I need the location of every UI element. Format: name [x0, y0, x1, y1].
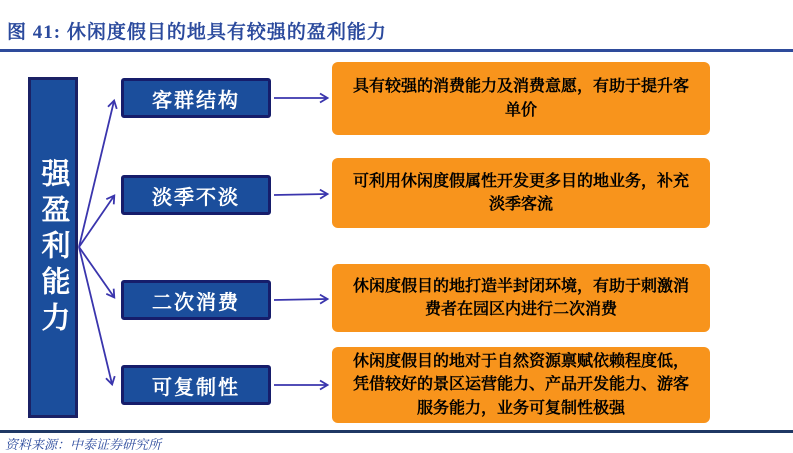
fan-arrow-1 — [79, 101, 114, 247]
branch-description-text: 休闲度假目的地打造半封闭环境，有助于刺激消费者在园区内进行二次消费 — [352, 277, 689, 318]
fan-arrow-2 — [79, 196, 114, 247]
fan-arrow-4 — [79, 247, 112, 384]
branch-node-label: 可复制性 — [152, 376, 240, 399]
source-note: 资料来源：中泰证券研究所 — [5, 437, 162, 452]
root-node-strong-profitability — [28, 77, 78, 418]
connector-arrow-2 — [274, 194, 327, 195]
title-rule — [0, 49, 793, 52]
branch-node-secondary-consumption — [121, 280, 271, 320]
branch-description-text: 可利用休闲度假属性开发更多目的地业务，补充淡季客流 — [352, 172, 689, 213]
branch-description-customer-structure — [332, 62, 710, 135]
branch-node-label: 淡季不淡 — [152, 186, 240, 209]
branch-node-offseason — [121, 175, 271, 215]
branch-description-offseason — [332, 158, 710, 228]
branch-node-replicability — [121, 365, 271, 405]
figure-title: 图 41: 休闲度假目的地具有较强的盈利能力 — [7, 22, 387, 43]
branch-node-label: 二次消费 — [152, 291, 240, 314]
branch-description-replicability — [332, 347, 710, 423]
root-node-label: 强盈利能力 — [37, 157, 70, 338]
branch-node-customer-structure — [121, 78, 271, 118]
branch-description-secondary-consumption — [332, 264, 710, 332]
fan-arrow-3 — [79, 247, 114, 297]
branch-node-label: 客群结构 — [152, 89, 240, 112]
branch-description-text: 休闲度假目的地对于自然资源禀赋依赖程度低，凭借较好的景区运营能力、产品开发能力、游客服务能力，业务可复制性极强 — [352, 353, 689, 417]
bottom-rule — [0, 430, 793, 433]
branch-description-text: 具有较强的消费能力及消费意愿，有助于提升客单价 — [352, 78, 689, 119]
connector-arrow-3 — [274, 299, 327, 300]
